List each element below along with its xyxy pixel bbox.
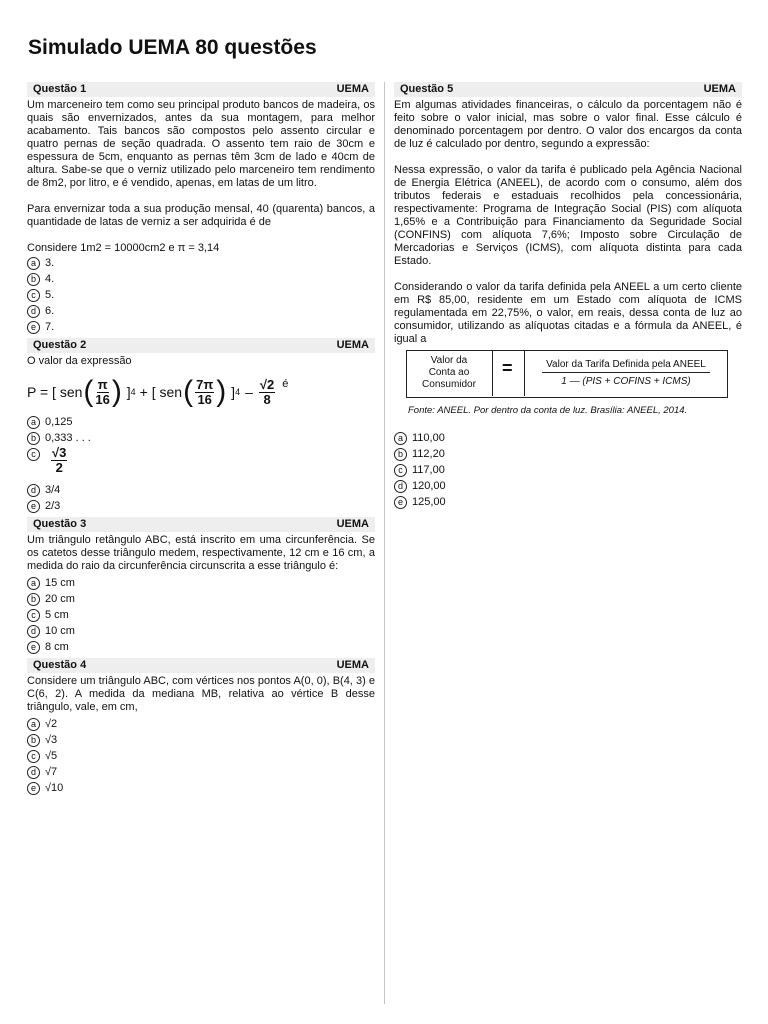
- option-letter-badge: d: [27, 625, 40, 638]
- question-4-label: Questão 4: [33, 659, 87, 671]
- option-letter-badge: d: [27, 305, 40, 318]
- option-text: 117,00: [412, 463, 445, 476]
- option-text: 2/3: [45, 499, 61, 512]
- question-5-statement: Em algumas atividades financeiras, o cálculo da porcentagem não é feito sobre o valor inicial, mas sobre o valor final. Esse cálculo é denominado porcentagem por dentro. O valor dos encargos da conta de luz é calculado por dentro, segundo a expressão:: [394, 99, 742, 150]
- question-3-source: UEMA: [336, 518, 369, 530]
- question-5-prompt: Considerando o valor da tarifa definida pela ANEEL a um certo cliente em R$ 85,00, residente em um Estado com alíquota de ICMS regulamentada em 22,75%, o valor, em reais, dessa conta de luz ao consumidor, utilizando as alíquotas citadas e a fórmula da ANEEL, é igual a: [394, 281, 742, 345]
- option-letter-badge: e: [27, 641, 40, 654]
- question-5-header: [394, 82, 742, 97]
- aneel-formula-figure: [406, 350, 728, 426]
- formula-numerator: Valor da Tarifa Definida pela ANEEL: [542, 358, 710, 373]
- option-c[interactable]: [27, 287, 375, 303]
- option-letter-badge: a: [27, 577, 40, 590]
- formula-rhs-cell: [524, 350, 727, 396]
- option-letter-badge: c: [27, 448, 40, 461]
- option-b[interactable]: [27, 591, 375, 607]
- question-3-options: [27, 575, 375, 655]
- option-c[interactable]: [27, 607, 375, 623]
- question-1-note: Considere 1m2 = 10000cm2 e π = 3,14: [27, 242, 220, 254]
- option-letter-badge: b: [394, 448, 407, 461]
- option-d[interactable]: [27, 482, 375, 498]
- question-3-label: Questão 3: [33, 518, 87, 530]
- question-2-header: [27, 338, 375, 353]
- option-text: √3: [45, 733, 58, 746]
- option-text: 6.: [45, 304, 55, 317]
- question-5-options: [394, 430, 742, 510]
- fraction-pi-16: $\frac{\pi}{16}$: [95, 376, 110, 407]
- question-1-label: Questão 1: [33, 83, 87, 95]
- question-1-options: [27, 255, 375, 335]
- option-letter-badge: b: [27, 734, 40, 747]
- question-3-statement: Um triângulo retângulo ABC, está inscrito em uma circunferência. Se os catetos desse triângulo medem, respectivamente, 12 cm e 16 cm, a medida do raio da circunferência circunscrita a esse triângulo é:: [27, 534, 375, 572]
- option-a[interactable]: [394, 430, 742, 446]
- option-text: 5 cm: [45, 608, 69, 621]
- option-b[interactable]: [27, 732, 375, 748]
- option-e[interactable]: [394, 494, 742, 510]
- option-b[interactable]: [27, 430, 375, 446]
- question-2-statement: O valor da expressão: [27, 355, 132, 367]
- option-text: 110,00: [412, 431, 445, 444]
- option-d[interactable]: [27, 623, 375, 639]
- page-title: Simulado UEMA 80 questões: [28, 36, 317, 59]
- formula-plus: + [ sen: [139, 383, 183, 400]
- option-text: 120,00: [412, 479, 446, 492]
- question-2-formula: P = [ sen ( $\frac{\pi}{16}$ ) ] 4 + [ sen ( $\frac{7\pi}{16}$ ) ] 4 – $\frac{√2}{8}$ é: [27, 375, 289, 408]
- option-letter-badge: b: [27, 273, 40, 286]
- option-letter-badge: e: [27, 321, 40, 334]
- option-text: √10: [45, 781, 64, 794]
- question-2-options: [27, 414, 375, 514]
- formula-denominator: 1 — (PIS + COFINS + ICMS): [561, 376, 691, 387]
- question-4-statement: Considere um triângulo ABC, com vértices nos pontos A(0, 0), B(4, 3) e C(6, 2). A medida da mediana MB, relativa ao vértice B desse triângulo, vale, em cm,: [27, 675, 375, 713]
- option-letter-badge: c: [27, 609, 40, 622]
- option-letter-badge: b: [27, 432, 40, 445]
- option-text: √2: [45, 717, 58, 730]
- option-d[interactable]: [27, 303, 375, 319]
- option-text: √7: [45, 765, 58, 778]
- fraction-sqrt2-8: $\frac{√2}{8}$: [259, 376, 275, 407]
- option-d[interactable]: [27, 764, 375, 780]
- fraction-7pi-16: $\frac{7\pi}{16}$: [196, 376, 214, 407]
- option-text: 125,00: [412, 495, 446, 508]
- option-letter-badge: b: [27, 593, 40, 606]
- option-text: √5: [45, 749, 58, 762]
- option-letter-badge: d: [27, 484, 40, 497]
- option-c[interactable]: [27, 748, 375, 764]
- option-text: 5.: [45, 288, 55, 301]
- question-4-header: [27, 658, 375, 673]
- question-5-label: Questão 5: [400, 83, 454, 95]
- option-text: 15 cm: [45, 576, 75, 589]
- option-letter-badge: d: [27, 766, 40, 779]
- option-letter-badge: e: [27, 500, 40, 513]
- option-letter-badge: a: [27, 257, 40, 270]
- formula-lhs-cell: Valor da Conta ao Consumidor: [406, 350, 493, 396]
- option-text: 4.: [45, 272, 55, 285]
- option-d[interactable]: [394, 478, 742, 494]
- question-2-label: Questão 2: [33, 339, 87, 351]
- question-1-statement: Um marceneiro tem como seu principal produto bancos de madeira, os quais são envernizados, antes da sua montagem, para melhor acabamento. Tais bancos são compostos pelo assento circular e quatro pernas de seção quadrada. O assento tem raio de 30cm e espessura de 5cm, enquanto as pernas têm 3cm de lado e 40cm de altura. Sabe-se que o verniz utilizado pelo marceneiro tem rendimento de 8m2, por litro, e é vendido, apenas, em latas de um litro.: [27, 99, 375, 189]
- question-5-context: Nessa expressão, o valor da tarifa é publicado pela Agência Nacional de Energia Elétrica (ANEEL), de acordo com o consumo, além dos tributos federais e estaduais recolhidos pela concessionária, respectivamente: Programa de Integração Social (PIS) com alíquota 1,65% e a Contribuição para Financiamento da Seguridade Social (CONFINS) com alíquota 7,6%; Imposto sobre Circulação de Mercadorias e Serviços (ICMS), com alíquota distinta para cada Estado.: [394, 164, 742, 267]
- option-e[interactable]: [27, 639, 375, 655]
- option-a[interactable]: [27, 575, 375, 591]
- option-letter-badge: c: [27, 750, 40, 763]
- option-b[interactable]: [27, 271, 375, 287]
- option-a[interactable]: [27, 414, 375, 430]
- question-5-source: UEMA: [703, 83, 736, 95]
- option-text: 0,333 . . .: [45, 431, 91, 444]
- option-letter-badge: d: [394, 480, 407, 493]
- option-text: 8 cm: [45, 640, 69, 653]
- option-e[interactable]: [27, 780, 375, 796]
- option-b[interactable]: [394, 446, 742, 462]
- option-text: 0,125: [45, 415, 73, 428]
- option-letter-badge: c: [27, 289, 40, 302]
- option-e[interactable]: [27, 498, 375, 514]
- option-letter-badge: a: [27, 416, 40, 429]
- question-4-options: [27, 716, 375, 796]
- option-fraction: $\frac{√3}{2}$: [52, 445, 67, 475]
- option-a[interactable]: [27, 716, 375, 732]
- option-c[interactable]: [394, 462, 742, 478]
- right-column: [394, 82, 742, 510]
- option-text: 20 cm: [45, 592, 75, 605]
- option-text: 10 cm: [45, 624, 75, 637]
- option-letter-badge: c: [394, 464, 407, 477]
- option-text: 7.: [45, 320, 55, 333]
- question-1-header: [27, 82, 375, 97]
- formula-lhs: P = [ sen: [27, 383, 83, 400]
- option-text: 3/4: [45, 483, 61, 496]
- option-letter-badge: e: [27, 782, 40, 795]
- option-letter-badge: a: [27, 718, 40, 731]
- formula-equals: =: [502, 358, 513, 378]
- option-text: 3.: [45, 256, 55, 269]
- question-3-header: [27, 517, 375, 532]
- left-column: [27, 82, 375, 796]
- option-a[interactable]: [27, 255, 375, 271]
- option-text: 112,20: [412, 447, 445, 460]
- figure-source: Fonte: ANEEL. Por dentro da conta de luz. Brasília: ANEEL, 2014.: [408, 405, 688, 416]
- option-e[interactable]: [27, 319, 375, 335]
- question-2-source: UEMA: [336, 339, 369, 351]
- option-c[interactable]: [27, 446, 375, 482]
- option-letter-badge: a: [394, 432, 407, 445]
- question-4-source: UEMA: [336, 659, 369, 671]
- option-letter-badge: e: [394, 496, 407, 509]
- column-divider: [384, 82, 385, 1004]
- question-1-source: UEMA: [336, 83, 369, 95]
- question-1-prompt: Para envernizar toda a sua produção mensal, 40 (quarenta) bancos, a quantidade de latas de verniz a ser adquirida é de: [27, 203, 375, 228]
